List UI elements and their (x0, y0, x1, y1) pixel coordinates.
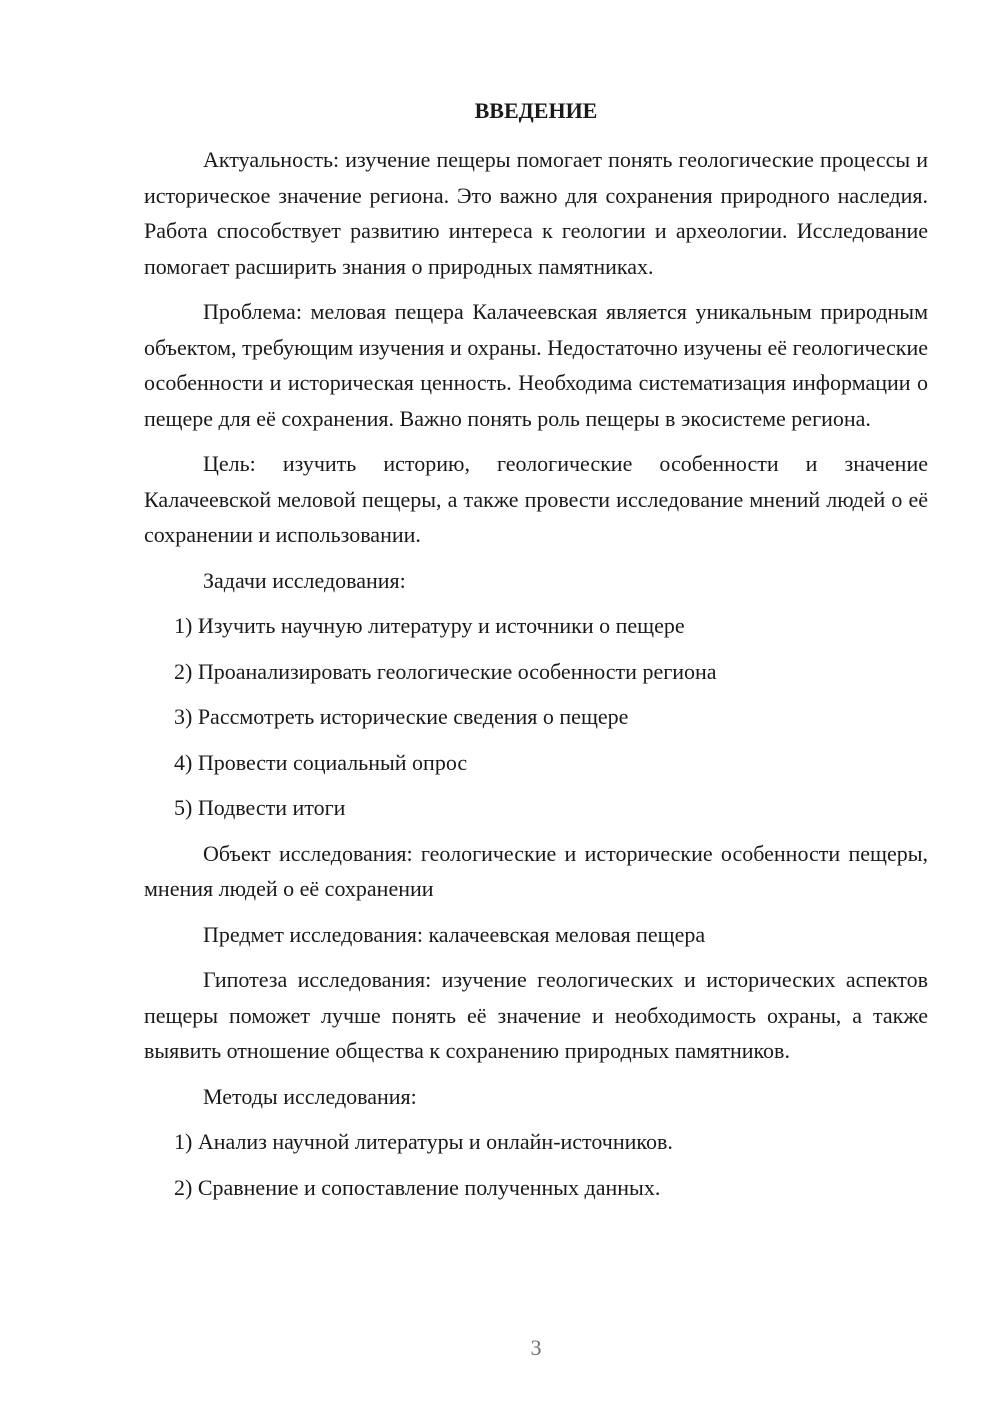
task-item: 3) Рассмотреть исторические сведения о пещере (174, 704, 629, 729)
task-item: 5) Подвести итоги (174, 795, 346, 820)
method-item: 1) Анализ научной литературы и онлайн-источников. (174, 1129, 673, 1154)
task-item: 1) Изучить научную литературу и источники о пещере (174, 613, 685, 638)
document-body (144, 142, 928, 1215)
object-paragraph: Объект исследования: геологические и исторические особенности пещеры, мнения людей о её сохранении (144, 840, 928, 901)
method-item: 2) Сравнение и сопоставление полученных данных. (174, 1174, 661, 1200)
problem-paragraph: Проблема: меловая пещера Калачеевская является уникальным природным объектом, требующим изучения и охраны. Недостаточно изучены её геологические особенности и историческая ценность. Необходима систематизация информации о пещере для её сохранения. Важно понять роль пещеры в экосистеме региона. (144, 299, 928, 431)
task-item: 4) Провести социальный опрос (174, 749, 468, 775)
section-title: ВВЕДЕНИЕ (474, 98, 598, 123)
page-number: 3 (530, 1335, 542, 1360)
relevance-paragraph: Актуальность: изучение пещеры помогает понять геологические процессы и историческое значение региона. Это важно для сохранения природного наследия. Работа способствует развитию интереса к геологии и археологии. Исследование помогает расширить знания о природных памятниках. (144, 147, 928, 279)
methods-label: Методы исследования: (203, 1083, 417, 1109)
task-item: 2) Проанализировать геологические особенности региона (174, 658, 717, 684)
tasks-label: Задачи исследования: (203, 567, 406, 593)
subject-paragraph: Предмет исследования: калачеевская меловая пещера (203, 921, 706, 947)
hypothesis-paragraph: Гипотеза исследования: изучение геологических и исторических аспектов пещеры поможет лучше понять её значение и необходимость охраны, а также выявить отношение общества к сохранению природных памятников. (144, 967, 928, 1063)
goal-paragraph: Цель: изучить историю, геологические особенности и значение Калачеевской меловой пещеры, а также провести исследование мнений людей о её сохранении и использовании. (144, 451, 928, 547)
